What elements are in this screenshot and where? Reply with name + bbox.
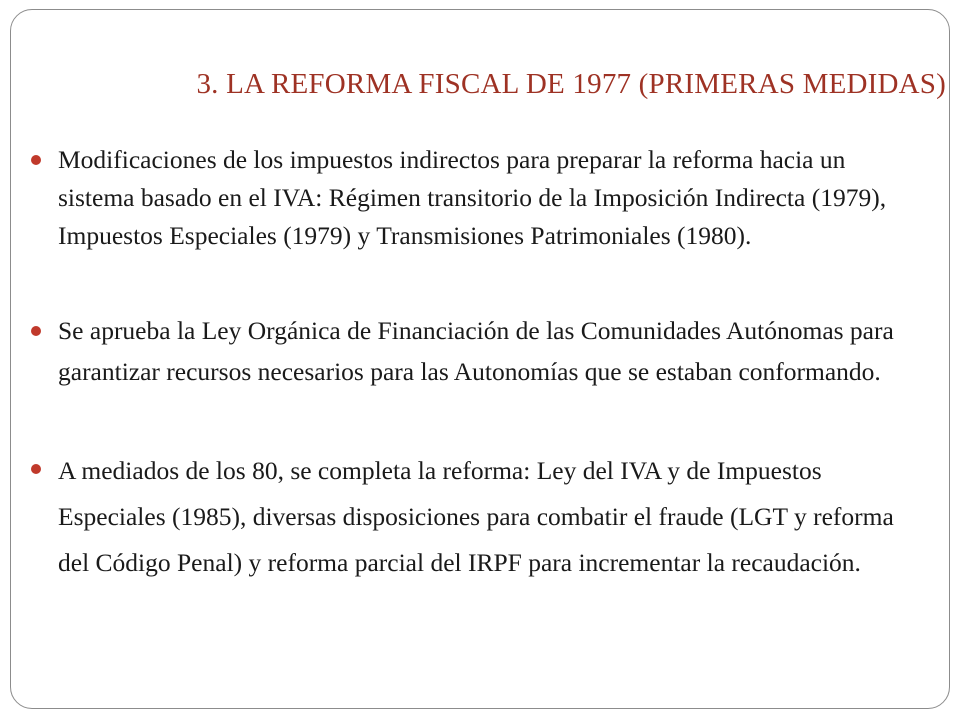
- bullet-dot-icon: [31, 155, 41, 165]
- bullet-text: Modificaciones de los impuestos indirectos para preparar la reforma hacia un sistema basado en el IVA: Régimen transitorio de la Imposición Indirecta (1979), Impuestos Especiales (1979) y Transmisiones Patrimoniales (1980).: [58, 145, 887, 250]
- bullet-item: [58, 141, 928, 255]
- bullet-text: A mediados de los 80, se completa la reforma: Ley del IVA y de Impuestos Especiales (1985), diversas disposiciones para combatir el fraude (LGT y reforma del Código Penal) y reforma parcial del IRPF para incrementar la recaudación.: [58, 456, 894, 577]
- bullet-item: [58, 311, 928, 392]
- bullet-item: [58, 448, 928, 586]
- slide-title: 3. LA REFORMA FISCAL DE 1977 (PRIMERAS MEDIDAS): [196, 68, 946, 100]
- bullet-text: Se aprueba la Ley Orgánica de Financiación de las Comunidades Autónomas para garantizar recursos necesarios para las Autonomías que se estaban conformando.: [58, 316, 894, 386]
- bullet-dot-icon: [31, 464, 41, 474]
- bullet-dot-icon: [31, 326, 41, 336]
